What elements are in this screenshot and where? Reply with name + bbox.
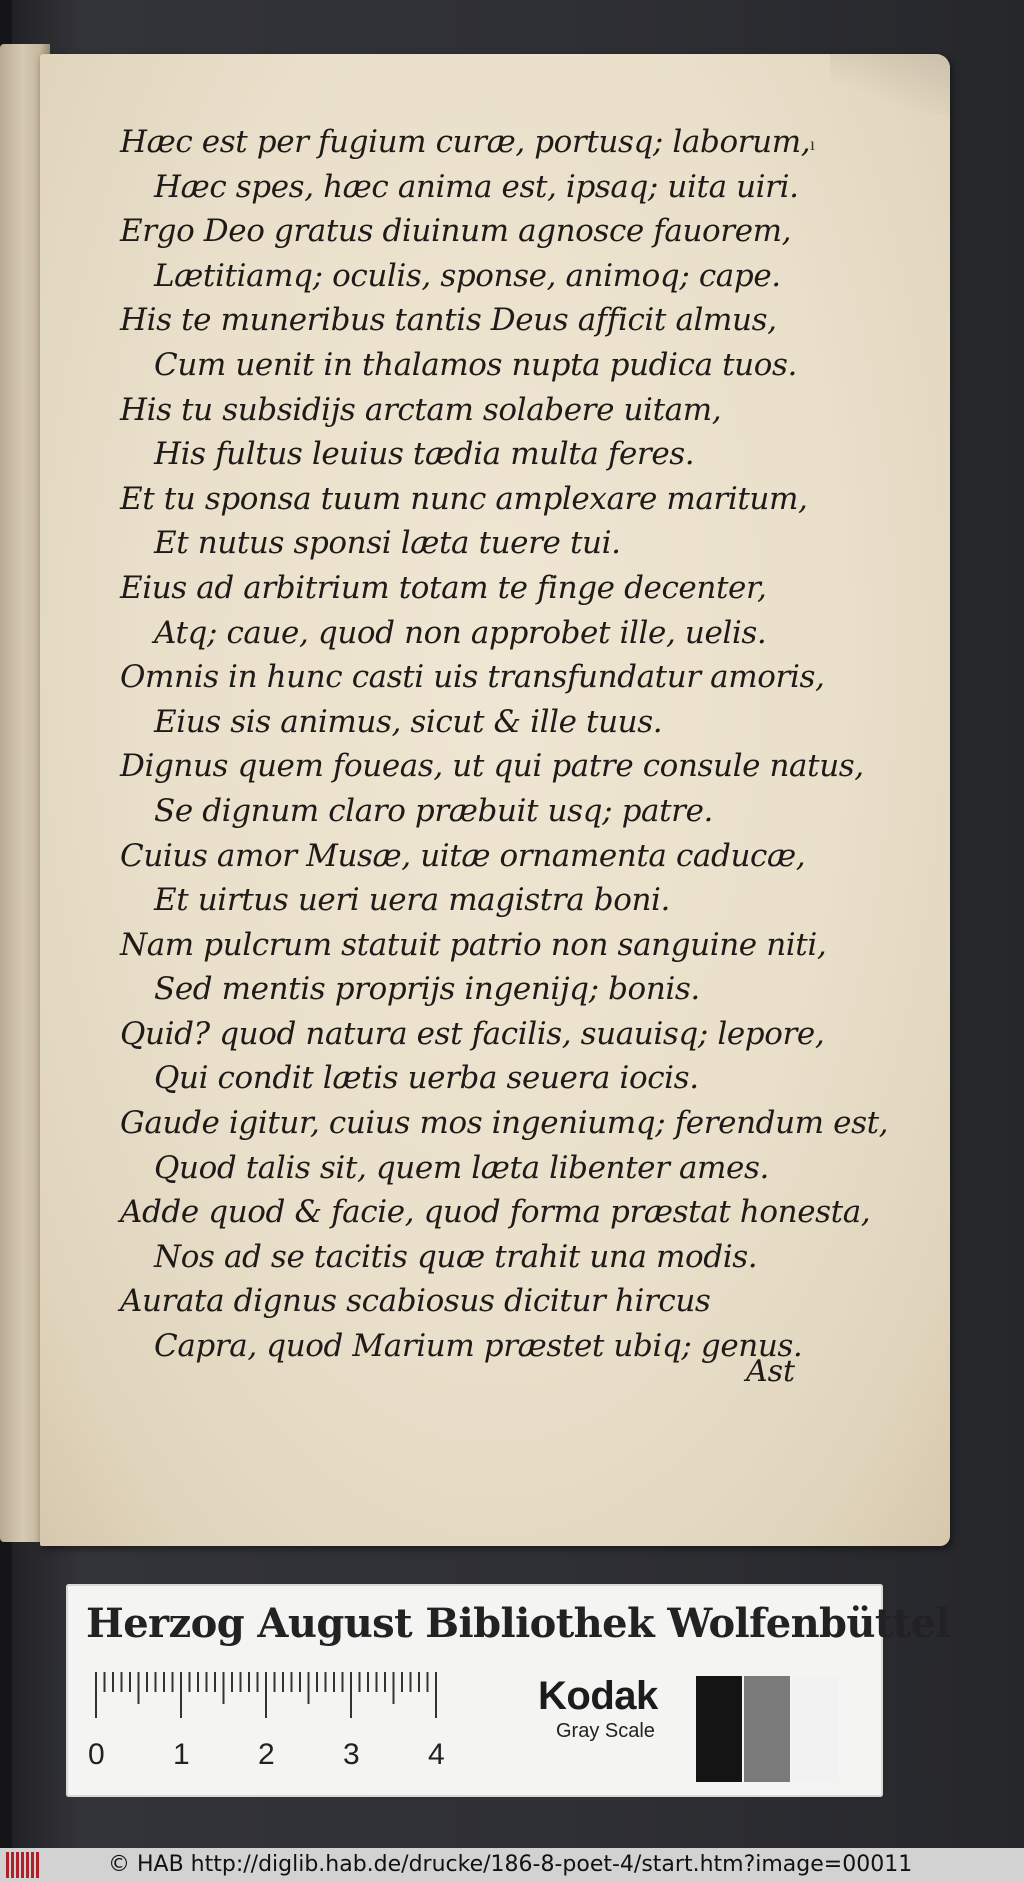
- verse-line: Et uirtus ueri uera magistra boni.: [154, 882, 670, 919]
- ruler-number: 2: [258, 1738, 275, 1771]
- verse-line: Cuius amor Musæ, uitæ ornamenta caducæ,: [120, 837, 806, 874]
- ruler-number: 3: [343, 1738, 360, 1771]
- verse-line: Eius sis animus, sicut & ille tuus.: [154, 703, 663, 740]
- verse-line: Sed mentis proprijs ingenijq; bonis.: [154, 971, 700, 1008]
- verse-line: His te muneribus tantis Deus afficit almus,: [120, 302, 777, 339]
- verse-line: Quid? quod natura est facilis, suauisq; lepore,: [120, 1015, 825, 1052]
- verse-line: Atq; caue, quod non approbet ille, uelis.: [154, 614, 767, 651]
- verse-line: Et nutus sponsi læta tuere tui.: [154, 525, 621, 562]
- ruler-number: 1: [173, 1738, 190, 1771]
- verse-line: Se dignum claro præbuit usq; patre.: [154, 792, 713, 829]
- catchword: Ast: [746, 1354, 796, 1389]
- verse-line: Nos ad se tacitis quæ trahit una modis.: [154, 1238, 758, 1275]
- color-scale-card: [66, 1584, 951, 1797]
- ruler: [88, 1672, 578, 1792]
- library-title: Herzog August Bibliothek Wolfenbüttel: [86, 1600, 951, 1647]
- verse-line: Adde quod & facie, quod forma præstat honesta,: [120, 1194, 871, 1231]
- page-mark: ı: [810, 134, 816, 154]
- gray-swatch: [744, 1676, 790, 1782]
- verse-line: Hæc spes, hæc anima est, ipsaq; uita uiri.: [154, 168, 799, 205]
- verse-line: Ergo Deo gratus diuinum agnosce fauorem,: [120, 213, 792, 250]
- verse-line: Omnis in hunc casti uis transfundatur amoris,: [120, 659, 825, 696]
- kodak-logo: Kodak: [538, 1674, 658, 1718]
- verse-line: Capra, quod Marium præstet ubiq; genus.: [154, 1328, 803, 1365]
- verse-line: Eius ad arbitrium totam te finge decenter,: [120, 569, 767, 606]
- book-page: [40, 54, 950, 1546]
- ruler-number: 0: [88, 1738, 105, 1771]
- verse-line: Dignus quem foueas, ut qui patre consule natus,: [120, 748, 864, 785]
- verse-line: His fultus leuius tædia multa feres.: [154, 436, 695, 473]
- verse-line: His tu subsidijs arctam solabere uitam,: [120, 391, 722, 428]
- gray-scale-label: Gray Scale: [556, 1720, 655, 1742]
- verse-block: [120, 120, 889, 1369]
- verse-line: Lætitiamq; oculis, sponse, animoq; cape.: [154, 257, 781, 294]
- verse-line: Gaude igitur, cuius mos ingeniumq; ferendum est,: [120, 1105, 889, 1142]
- ruler-number: 4: [428, 1738, 445, 1771]
- hab-logo-icon: [6, 1852, 40, 1878]
- footer-link[interactable]: © HAB http://diglib.hab.de/drucke/186-8-poet-4/start.htm?image=00011: [108, 1852, 913, 1877]
- verse-line: Nam pulcrum statuit patrio non sanguine niti,: [120, 926, 827, 963]
- verse-line: Et tu sponsa tuum nunc amplexare maritum,: [120, 480, 808, 517]
- verse-line: Cum uenit in thalamos nupta pudica tuos.: [154, 346, 797, 383]
- verse-line: Quod talis sit, quem læta libenter ames.: [154, 1149, 769, 1186]
- footer-bar: [0, 1848, 1024, 1882]
- gray-swatch: [696, 1676, 742, 1782]
- verse-line: Qui condit lætis uerba seuera iocis.: [154, 1060, 699, 1097]
- gray-swatch: [792, 1676, 838, 1782]
- gray-swatches: [696, 1676, 838, 1782]
- verse-line: Hæc est per fugium curæ, portusq; laborum,: [120, 124, 811, 160]
- verse-line: Aurata dignus scabiosus dicitur hircus: [120, 1283, 711, 1320]
